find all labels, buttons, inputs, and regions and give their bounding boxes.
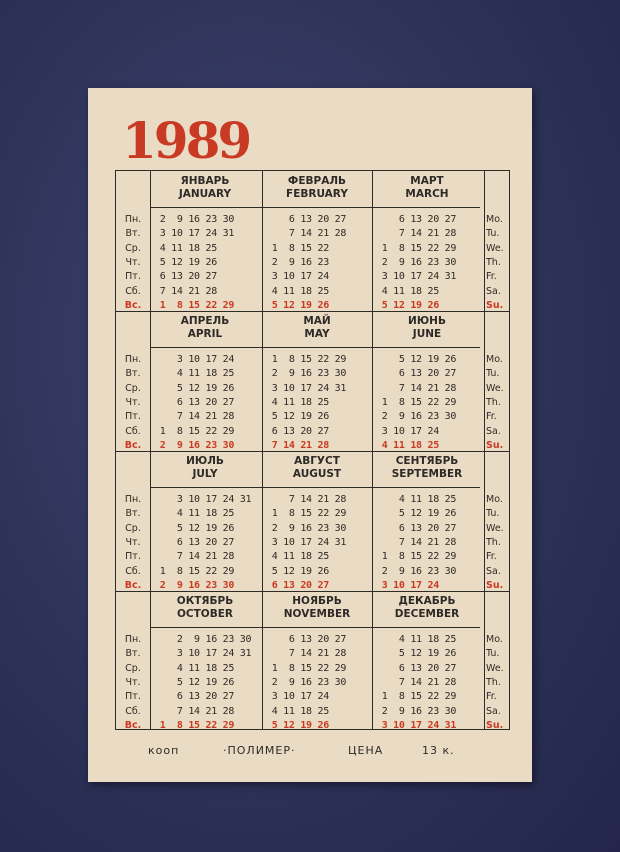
month-day-row: 5 12 19 26 xyxy=(376,648,457,660)
month-day-row: 6 13 20 27 xyxy=(266,425,329,437)
weekday-label-en: Th. xyxy=(486,396,501,408)
month-day-row: 1 8 15 22 29 xyxy=(266,662,347,674)
month-day-row: 3 10 17 24 xyxy=(376,579,439,591)
footer-coop: коoп xyxy=(148,744,180,757)
month-day-row: 4 11 18 25 xyxy=(266,396,329,408)
weekday-label-ru: Вт. xyxy=(125,228,141,240)
month-name-en: MARCH xyxy=(405,188,449,200)
weekday-label-ru: Вс. xyxy=(124,579,142,591)
weekday-label-ru: Пн. xyxy=(124,494,142,505)
month-day-row: 4 11 18 25 xyxy=(266,705,329,717)
weekday-label-en: Mo. xyxy=(486,354,503,365)
month-name-ru: МАЙ xyxy=(303,315,331,327)
month-day-row: 6 13 20 27 xyxy=(154,536,235,548)
month-day-row: 3 10 17 24 31 xyxy=(154,228,235,240)
weekday-label-en: Sa. xyxy=(486,285,501,297)
month-day-row: 2 9 16 23 30 xyxy=(376,565,457,577)
month-day-row: 6 13 20 27 xyxy=(266,634,347,645)
month-day-row: 4 11 18 25 xyxy=(154,242,217,254)
weekday-label-en: Su. xyxy=(486,299,504,311)
weekday-label-ru: Сб. xyxy=(125,425,141,437)
weekday-label-ru: Пт. xyxy=(125,411,141,423)
month-day-row: 7 14 21 28 xyxy=(376,676,457,688)
month-day-row: 6 13 20 27 xyxy=(266,214,347,225)
month-name-en: MAY xyxy=(304,328,330,340)
month-day-row: 5 12 19 26 xyxy=(266,719,329,731)
month-name-ru: МАРТ xyxy=(410,175,444,187)
weekday-label-ru: Чт. xyxy=(125,256,141,268)
month-day-row: 3 10 17 24 31 xyxy=(154,494,252,505)
month-day-row: 3 10 17 24 31 xyxy=(154,648,252,660)
month-day-row: 5 12 19 26 xyxy=(376,508,457,520)
weekday-label-ru: Вс. xyxy=(124,439,142,451)
weekday-label-ru: Пт. xyxy=(125,551,141,563)
month-name-ru: ДЕКАБРЬ xyxy=(398,595,456,607)
grid-vertical-line-0 xyxy=(150,171,151,729)
weekday-label-en: We. xyxy=(486,522,504,534)
month-name-ru: ИЮНЬ xyxy=(408,315,446,327)
weekday-label-en: Tu. xyxy=(486,648,500,660)
month-day-row: 5 12 19 26 xyxy=(376,299,439,311)
month-day-row: 2 9 16 23 30 xyxy=(376,411,457,423)
month-day-row: 6 13 20 27 xyxy=(154,691,235,703)
month-name-ru: АВГУСТ xyxy=(294,455,340,467)
grid-vertical-line-2 xyxy=(372,171,373,729)
weekday-label-en: Su. xyxy=(486,719,504,731)
weekday-label-en: We. xyxy=(486,662,504,674)
month-day-row: 3 10 17 24 31 xyxy=(266,382,347,394)
month-day-row: 5 12 19 26 xyxy=(266,411,329,423)
month-name-en: NOVEMBER xyxy=(283,608,351,620)
weekday-label-en: Th. xyxy=(486,536,501,548)
month-day-row: 5 12 19 26 xyxy=(154,676,235,688)
weekday-label-en: Su. xyxy=(486,439,504,451)
month-name-ru: ФЕВРАЛЬ xyxy=(287,175,347,187)
month-day-row: 4 11 18 25 xyxy=(376,439,439,451)
weekday-label-ru: Сб. xyxy=(125,565,141,577)
weekday-label-en: Fr. xyxy=(486,271,497,283)
month-day-row: 3 10 17 24 xyxy=(154,354,235,365)
grid-vertical-line-1 xyxy=(262,171,263,729)
weekday-label-en: Th. xyxy=(486,676,501,688)
month-day-row: 1 8 15 22 29 xyxy=(376,242,457,254)
month-day-row: 5 12 19 26 xyxy=(154,382,235,394)
month-day-row: 6 13 20 27 xyxy=(376,662,457,674)
weekday-label-en: We. xyxy=(486,382,504,394)
weekday-label-en: Th. xyxy=(486,256,501,268)
month-day-row: 1 8 15 22 29 xyxy=(376,691,457,703)
month-day-row: 7 14 21 28 xyxy=(266,494,347,505)
month-day-row: 1 8 15 22 29 xyxy=(154,565,235,577)
month-day-row: 4 11 18 25 xyxy=(376,494,457,505)
calendar-grid xyxy=(115,170,510,730)
month-day-row: 2 9 16 23 30 xyxy=(376,256,457,268)
weekday-label-ru: Ср. xyxy=(125,522,141,534)
month-day-row: 3 10 17 24 31 xyxy=(376,719,457,731)
month-day-row: 1 8 15 22 29 xyxy=(376,396,457,408)
month-day-row: 3 10 17 24 31 xyxy=(376,271,457,283)
month-day-row: 6 13 20 27 xyxy=(376,522,457,534)
month-day-row: 3 10 17 24 xyxy=(266,691,329,703)
month-name-en: JUNE xyxy=(412,328,442,340)
month-name-ru: ЯНВАРЬ xyxy=(180,175,230,187)
weekday-label-en: Mo. xyxy=(486,214,503,225)
weekday-label-en: Tu. xyxy=(486,508,500,520)
header-divider-0 xyxy=(150,207,480,208)
month-day-row: 2 9 16 23 30 xyxy=(266,676,347,688)
weekday-label-en: Fr. xyxy=(486,691,497,703)
header-divider-1 xyxy=(150,347,480,348)
month-day-row: 4 11 18 25 xyxy=(154,662,235,674)
month-day-row: 1 8 15 22 xyxy=(266,242,329,254)
month-day-row: 3 10 17 24 xyxy=(376,425,439,437)
month-day-row: 2 9 16 23 xyxy=(266,256,329,268)
month-day-row: 7 14 21 28 xyxy=(266,648,347,660)
month-name-en: JANUARY xyxy=(178,188,232,200)
month-name-ru: ИЮЛЬ xyxy=(186,455,224,467)
weekday-label-en: Sa. xyxy=(486,705,501,717)
month-day-row: 7 14 21 28 xyxy=(266,228,347,240)
month-day-row: 6 13 20 27 xyxy=(154,396,235,408)
weekday-label-ru: Чт. xyxy=(125,396,141,408)
month-day-row: 4 11 18 25 xyxy=(266,551,329,563)
month-day-row: 3 10 17 24 31 xyxy=(266,536,347,548)
month-day-row: 2 9 16 23 30 xyxy=(154,214,235,225)
month-day-row: 2 9 16 23 30 xyxy=(376,705,457,717)
month-day-row: 7 14 21 28 xyxy=(154,551,235,563)
month-day-row: 5 12 19 26 xyxy=(376,354,457,365)
weekday-label-en: We. xyxy=(486,242,504,254)
month-day-row: 5 12 19 26 xyxy=(154,256,217,268)
month-day-row: 6 13 20 27 xyxy=(376,368,457,380)
weekday-label-en: Tu. xyxy=(486,368,500,380)
month-day-row: 6 13 20 27 xyxy=(154,271,217,283)
weekday-label-ru: Вт. xyxy=(125,508,141,520)
month-name-en: AUGUST xyxy=(292,468,342,480)
weekday-label-en: Mo. xyxy=(486,494,503,505)
month-day-row: 5 12 19 26 xyxy=(266,565,329,577)
footer-brand: ·ПОЛИМЕР· xyxy=(223,744,296,757)
month-name-ru: НОЯБРЬ xyxy=(292,595,342,607)
weekday-label-ru: Вс. xyxy=(124,299,142,311)
month-day-row: 4 11 18 25 xyxy=(154,368,235,380)
month-day-row: 7 14 21 28 xyxy=(376,536,457,548)
weekday-label-ru: Сб. xyxy=(125,285,141,297)
month-name-en: OCTOBER xyxy=(177,608,233,620)
footer-price-label: ЦЕНА xyxy=(348,744,384,757)
weekday-label-en: Sa. xyxy=(486,425,501,437)
weekday-label-ru: Ср. xyxy=(125,382,141,394)
month-day-row: 2 9 16 23 30 xyxy=(266,522,347,534)
month-name-en: APRIL xyxy=(187,328,223,340)
month-day-row: 7 14 21 28 xyxy=(376,382,457,394)
month-day-row: 1 8 15 22 29 xyxy=(266,508,347,520)
month-day-row: 2 9 16 23 30 xyxy=(154,439,235,451)
year-title: 1989 xyxy=(122,111,250,170)
month-day-row: 6 13 20 27 xyxy=(266,579,329,591)
month-day-row: 1 8 15 22 29 xyxy=(154,299,235,311)
month-day-row: 5 12 19 26 xyxy=(154,522,235,534)
weekday-label-ru: Ср. xyxy=(125,662,141,674)
month-day-row: 1 8 15 22 29 xyxy=(376,551,457,563)
month-day-row: 5 12 19 26 xyxy=(266,299,329,311)
weekday-label-ru: Пн. xyxy=(124,634,142,645)
weekday-label-ru: Вт. xyxy=(125,368,141,380)
pocket-calendar-card xyxy=(88,88,532,782)
month-day-row: 1 8 15 22 29 xyxy=(154,719,235,731)
weekday-label-ru: Пн. xyxy=(124,354,142,365)
month-day-row: 7 14 21 28 xyxy=(376,228,457,240)
month-day-row: 4 11 18 25 xyxy=(376,634,457,645)
weekday-label-ru: Пт. xyxy=(125,271,141,283)
weekday-label-ru: Чт. xyxy=(125,676,141,688)
month-name-ru: СЕНТЯБРЬ xyxy=(395,455,459,467)
month-name-en: JULY xyxy=(192,468,218,480)
footer-price-value: 13 к. xyxy=(422,744,455,757)
month-day-row: 4 11 18 25 xyxy=(154,508,235,520)
month-day-row: 7 14 21 28 xyxy=(154,705,235,717)
weekday-label-ru: Вт. xyxy=(125,648,141,660)
month-day-row: 7 14 21 28 xyxy=(154,285,217,297)
month-name-ru: АПРЕЛЬ xyxy=(180,315,230,327)
month-day-row: 7 14 21 28 xyxy=(266,439,329,451)
month-day-row: 2 9 16 23 30 xyxy=(154,634,252,645)
weekday-label-ru: Ср. xyxy=(125,242,141,254)
weekday-label-en: Sa. xyxy=(486,565,501,577)
weekday-label-ru: Вс. xyxy=(124,719,142,731)
weekday-label-en: Tu. xyxy=(486,228,500,240)
month-name-en: FEBRUARY xyxy=(286,188,348,200)
month-day-row: 1 8 15 22 29 xyxy=(154,425,235,437)
month-name-en: DECEMBER xyxy=(394,608,460,620)
month-day-row: 1 8 15 22 29 xyxy=(266,354,347,365)
weekday-label-en: Mo. xyxy=(486,634,503,645)
month-day-row: 2 9 16 23 30 xyxy=(154,579,235,591)
month-day-row: 2 9 16 23 30 xyxy=(266,368,347,380)
month-name-ru: ОКТЯБРЬ xyxy=(176,595,234,607)
weekday-label-en: Fr. xyxy=(486,411,497,423)
header-divider-3 xyxy=(150,627,480,628)
month-day-row: 4 11 18 25 xyxy=(266,285,329,297)
month-name-en: SEPTEMBER xyxy=(391,468,463,480)
month-day-row: 6 13 20 27 xyxy=(376,214,457,225)
weekday-label-en: Su. xyxy=(486,579,504,591)
month-day-row: 4 11 18 25 xyxy=(376,285,439,297)
weekday-label-ru: Пт. xyxy=(125,691,141,703)
weekday-label-ru: Чт. xyxy=(125,536,141,548)
month-day-row: 3 10 17 24 xyxy=(266,271,329,283)
weekday-label-en: Fr. xyxy=(486,551,497,563)
header-divider-2 xyxy=(150,487,480,488)
weekday-label-ru: Сб. xyxy=(125,705,141,717)
weekday-label-ru: Пн. xyxy=(124,214,142,225)
month-day-row: 7 14 21 28 xyxy=(154,411,235,423)
